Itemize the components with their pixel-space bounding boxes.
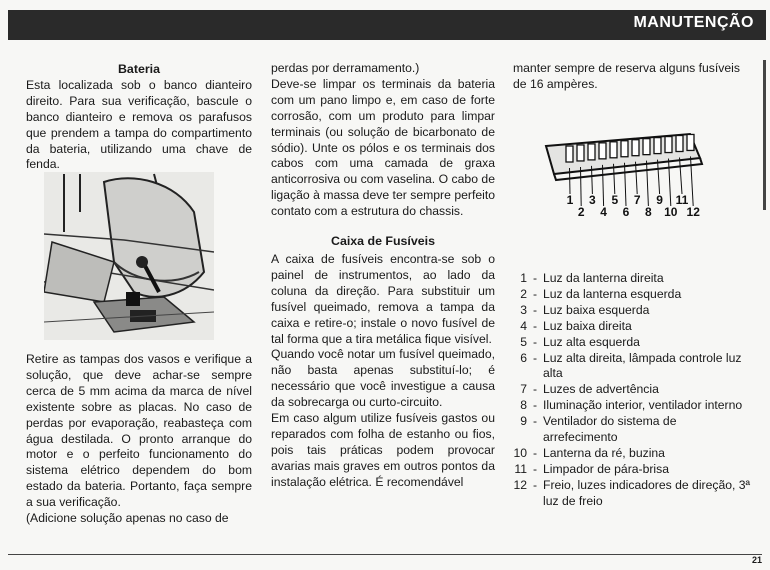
fuse-item [513,287,753,303]
fuse-diagram-number: 12 [686,205,700,219]
fuse-leader-line [636,162,638,194]
fuse-blade [665,137,672,153]
fuse-dash: - [532,334,538,349]
column-fuses [513,61,741,93]
fuse-leader-line [581,167,582,206]
fuse-leader-line [658,160,660,194]
fuse-number: 3 [520,302,527,317]
fuse-dash: - [532,398,538,413]
fuse-blade [654,138,661,154]
fuse-item [513,478,753,510]
fuse-description: Lanterna da ré, buzina [543,445,665,460]
column-middle [271,61,495,491]
fuse-number: 5 [520,334,527,349]
fuse-description: Luz da lanterna direita [543,271,664,285]
fusebox-intro-text: A caixa de fusíveis encontra-se sob o painel de instrumentos, ao lado da coluna da direção. Para substituir um fusível queimado, remova a tampa da caixa e retire-o; instale o novo fusível de tal forma que a tira metálica fique visível. [271,251,495,346]
fuse-dash: - [532,350,538,365]
fuse-dash: - [532,271,538,285]
fuse-number: 10 [513,445,527,460]
fuse-dash: - [532,445,538,460]
terminal-cleaning-text: Deve-se limpar os terminais da bateria com um pano limpo e, em caso de forte corrosão, com um produto para limpar terminais (ou solução de bicarbonato de sódio). Unte os pólos e os terminais dos cabos com uma camada de graxa anticorrosiva ou com vaselina. O cabo de ligação à massa deve ter sempre perfeito contato com a estrutura do chassis. [271,76,495,219]
fuse-number: 12 [513,477,527,492]
fuse-dash: - [532,477,538,492]
fuse-dash: - [532,382,538,397]
fuse-number: 2 [520,286,527,301]
fuse-number: 6 [520,350,527,365]
fuse-leader-line [603,165,604,206]
bottom-rule [8,554,762,555]
fuse-item [513,414,753,446]
fuse-legend [513,271,753,510]
fusebox-investigate-text: Quando você notar um fusível queimado, não basta apenas substituí-lo; é necessário que você investigue a causa da sobrecarga ou curto-circuito. [271,347,495,410]
fuse-leader-line [647,161,649,206]
fuse-blade [599,143,606,159]
fuse-number: 11 [514,461,527,476]
battery-title: Bateria [117,62,160,76]
fuse-description: Iluminação interior, ventilador interno [543,398,743,413]
fuse-item [513,462,753,478]
fuse-diagram-number: 10 [664,205,678,219]
fuse-description: Luz da lanterna esquerda [543,286,682,301]
fuse-description: Freio, luzes indicadores de direção, 3ª luz de freio [543,477,751,508]
fuse-leader-line [680,158,683,195]
fuse-description: Luz baixa direita [543,318,632,333]
fuse-diagram-number: 3 [589,193,596,207]
fuse-diagram-number: 7 [633,193,641,207]
fuse-leader-line [625,163,627,206]
fuse-diagram-number: 1 [566,193,574,207]
fuse-item [513,271,753,287]
fuse-diagram-number: 4 [600,205,607,219]
page-edge-mark [763,60,766,210]
fuse-item [513,335,753,351]
fuse-description: Luz baixa esquerda [543,302,650,317]
fusebox-diagram [540,128,710,226]
fuse-blade [566,146,573,162]
fuse-description: Luz alta esquerda [543,334,640,349]
reserve-fuses-text: manter sempre de reserva alguns fusíveis de 16 ampères. [513,61,740,91]
fuse-item [513,319,753,335]
battery-instructions [26,352,252,527]
fuse-number: 4 [520,318,527,333]
fuse-diagram-number: 5 [611,193,619,207]
fuse-item [513,351,753,383]
fuse-blade [632,140,639,156]
fuse-leader-line [570,168,571,194]
fusebox-warning-text: Em caso algum utilize fusíveis gastos ou reparados com folha de estanho ou fios, pois tais práticas podem provocar avarias mais graves em outros pontos da instalação elétrica. É recomendável [271,411,495,489]
page-number: 21 [751,555,762,565]
fuse-dash: - [532,461,538,476]
fuse-description: Ventilador do sistema de arrefecimento [543,414,677,445]
fuse-number: 8 [520,398,527,413]
section-header [8,10,766,40]
spill-note-text: perdas por derramamento.) [271,61,420,75]
fuse-description: Luz alta direita, lâmpada controle luz alta [543,350,742,381]
fuse-number: 9 [520,414,527,429]
fuse-leader-line [691,156,694,206]
fuse-number: 1 [520,271,527,285]
fuse-diagram-number: 6 [622,205,630,219]
fuse-dash: - [532,318,538,333]
column-battery [26,62,252,173]
fuse-item [513,382,753,398]
fuse-diagram-number: 8 [645,205,652,219]
fuse-description: Limpador de pára-brisa [543,461,670,476]
fuse-dash: - [532,286,538,301]
fusebox-title: Caixa de Fusíveis [331,234,435,249]
fuse-dash: - [532,414,538,429]
fuse-leader-line [669,159,671,206]
fuse-diagram-number: 11 [675,193,689,207]
fuse-description: Luzes de advertência [543,382,659,397]
fuse-blade [643,139,650,155]
fuse-item [513,303,753,319]
battery-note-text: (Adicione solução apenas no caso de [26,511,229,526]
section-title: MANUTENÇÃO [633,14,754,31]
fuse-blade [610,142,617,158]
fuse-blade [577,145,584,161]
battery-check-text: Retire as tampas dos vasos e verifique a solução, que deve achar-se sempre cerca de 5 mm acima da marca de nível existente sobre as placas. No caso de perdas por evaporação, reabasteça com água destilada. O pronto arranque do motor e o perfeito funcionamento do sistema elétrico dependem do bom estado da bateria. Portanto, faça sempre a sua verificação. [26,352,252,510]
fuse-diagram-number: 9 [656,193,663,207]
fuse-blade [687,134,694,150]
battery-photo [44,172,214,340]
fuse-diagram-number: 2 [577,205,585,219]
fuse-blade [621,141,628,157]
fuse-dash: - [532,302,538,317]
battery-intro: Esta localizada sob o banco dianteiro direito. Para sua verificação, bascule o banco dianteiro e remova os parafusos que prendem a tampa do compartimento da bateria, utilizando uma chave de fenda. [26,77,252,172]
fuse-blade [676,136,683,152]
fuse-item [513,446,753,462]
fuse-item [513,398,753,414]
fuse-blade [588,144,595,160]
fuse-number: 7 [520,382,527,397]
